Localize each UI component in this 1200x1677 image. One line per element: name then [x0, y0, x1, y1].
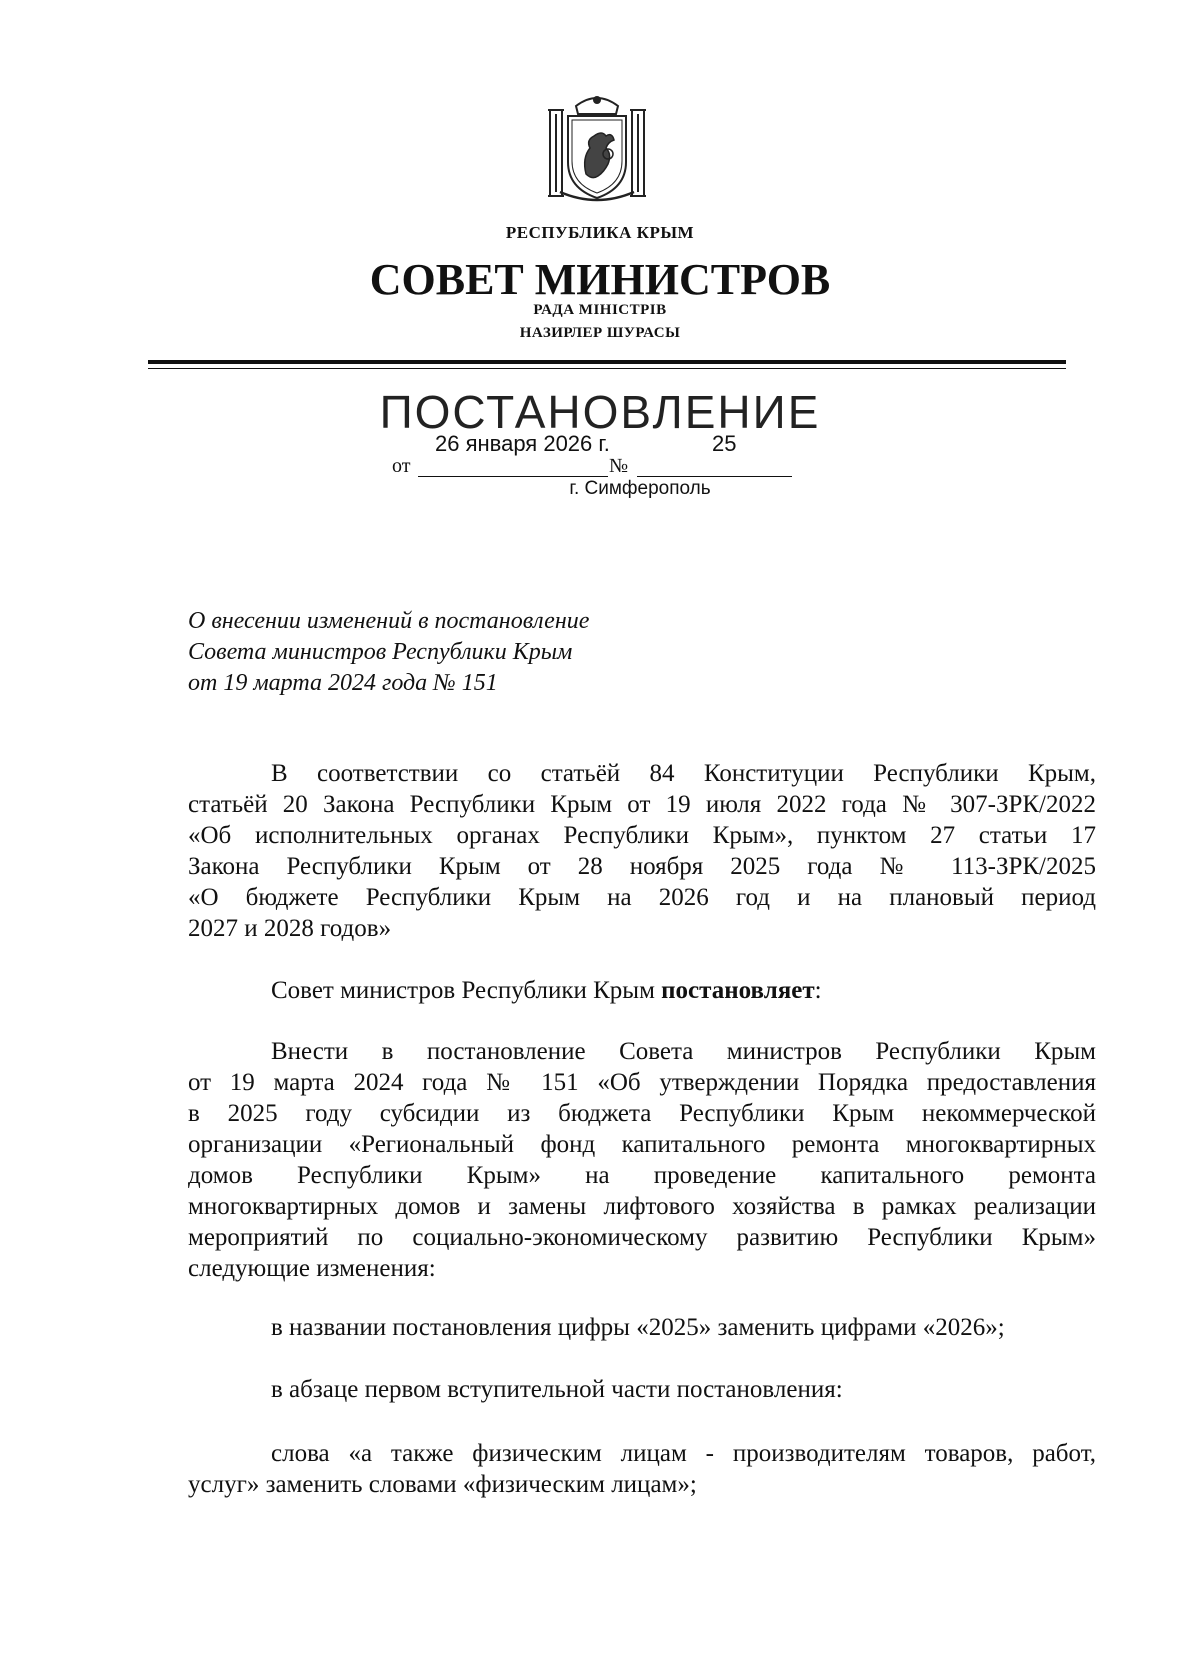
amendment-paragraph	[188, 1036, 1096, 1284]
number-label: №	[609, 455, 629, 477]
change-item	[188, 1438, 1096, 1500]
coat-of-arms-icon	[546, 92, 648, 204]
text-line: 2027 и 2028 годов»	[188, 915, 392, 942]
document-type: ПОСТАНОВЛЕНИЕ	[379, 386, 821, 438]
document-subject	[188, 606, 589, 699]
number-underline	[637, 476, 792, 477]
resolves-colon: :	[814, 977, 822, 1004]
city: г. Симферополь	[569, 478, 711, 499]
text-line: Закона Республики Крым от 28 ноября 2025 года № 113-ЗРК/2025	[188, 853, 1096, 880]
change-item	[188, 1374, 1096, 1405]
preamble-paragraph	[188, 758, 1096, 944]
text-line: мероприятий по социально-экономическому развитию Республики Крым»	[188, 1224, 1096, 1251]
text-line: домов Республики Крым» на проведение капитального ремонта	[188, 1162, 1096, 1189]
text-line: в названии постановления цифры «2025» заменить цифрами «2026»;	[271, 1314, 1005, 1341]
council-title: СОВЕТ МИНИСТРОВ	[369, 255, 831, 304]
date-label: от	[392, 455, 411, 477]
text-line: в 2025 году субсидии из бюджета Республики Крым некоммерческой	[188, 1100, 1096, 1127]
subject-line: Совета министров Республики Крым	[188, 639, 573, 665]
resolves-text: Совет министров Республики Крым	[271, 977, 662, 1004]
text-line	[188, 975, 1096, 1006]
subject-line: от 19 марта 2024 года № 151	[188, 670, 498, 696]
text-line: многоквартирных домов и замены лифтового хозяйства в рамках реализации	[188, 1193, 1096, 1220]
text-line: услуг» заменить словами «физическим лицам»;	[188, 1471, 697, 1498]
text-line: «Об исполнительных органах Республики Крым», пунктом 27 статьи 17	[188, 822, 1096, 849]
text-line: следующие изменения:	[188, 1255, 436, 1282]
text-line: Внести в постановление Совета министров Республики Крым	[271, 1038, 1096, 1065]
text-line: от 19 марта 2024 года № 151 «Об утверждении Порядка предоставления	[188, 1069, 1096, 1096]
document-date: 26 января 2026 г.	[435, 431, 610, 456]
document-number: 25	[712, 431, 737, 456]
text-line: в абзаце первом вступительной части постановления:	[271, 1376, 843, 1403]
header-divider-thin	[148, 368, 1066, 369]
header-divider-thick	[148, 360, 1066, 364]
text-line: В соответствии со статьёй 84 Конституции Республики Крым,	[271, 760, 1096, 787]
date-underline	[418, 476, 608, 477]
resolves-paragraph	[188, 975, 1096, 1006]
text-line: «О бюджете Республики Крым на 2026 год и на плановый период	[188, 884, 1096, 911]
council-title-crimean-tatar: НАЗИРЛЕР ШУРАСЫ	[519, 325, 681, 341]
change-item	[188, 1312, 1096, 1343]
subject-line: О внесении изменений в постановление	[188, 608, 590, 634]
text-line: организации «Региональный фонд капитального ремонта многоквартирных	[188, 1131, 1096, 1158]
text-line: статьёй 20 Закона Республики Крым от 19 июля 2022 года № 307-ЗРК/2022	[188, 791, 1096, 818]
resolves-keyword: постановляет	[661, 977, 815, 1004]
republic-title: РЕСПУБЛИКА КРЫМ	[505, 223, 695, 242]
council-title-ukrainian: РАДА МІНІСТРІВ	[533, 302, 667, 318]
text-line: слова «а также физическим лицам - производителям товаров, работ,	[271, 1440, 1096, 1467]
